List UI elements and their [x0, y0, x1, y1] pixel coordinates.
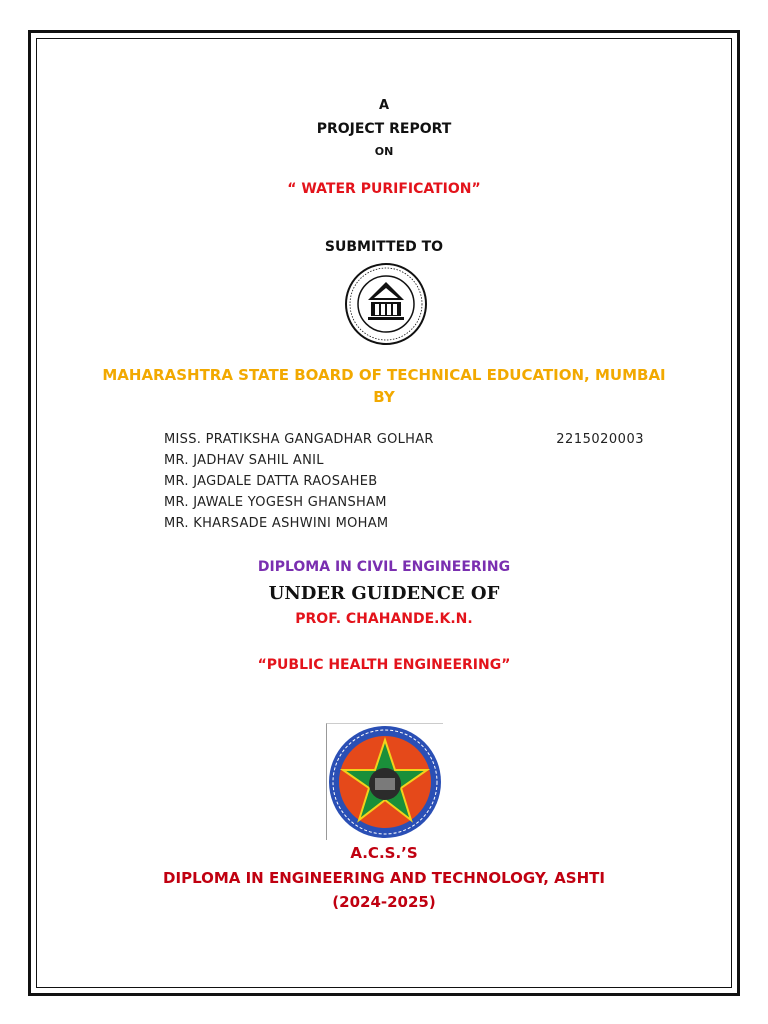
member-name: MR. JAWALE YOGESH GHANSHAM — [164, 495, 387, 510]
member-row — [164, 516, 644, 537]
member-row — [164, 495, 644, 516]
cover-line-project-report: PROJECT REPORT — [316, 121, 452, 137]
msbte-seal-logo — [344, 262, 428, 346]
member-id: 2215020003 — [556, 432, 644, 447]
guidance-label: UNDER GUIDENCE OF — [268, 583, 500, 604]
member-name: MR. JADHAV SAHIL ANIL — [164, 453, 324, 468]
subject-name: “PUBLIC HEALTH ENGINEERING” — [257, 657, 511, 673]
cover-line-a: A — [378, 98, 390, 113]
member-row — [164, 432, 644, 453]
member-row — [164, 453, 644, 474]
member-row — [164, 474, 644, 495]
member-list — [164, 432, 644, 537]
guide-name: PROF. CHAHANDE.K.N. — [295, 611, 473, 627]
institute-emblem-logo — [326, 723, 443, 840]
diploma-label: DIPLOMA IN CIVIL ENGINEERING — [257, 559, 511, 575]
cover-line-on: ON — [374, 145, 394, 158]
member-name: MR. KHARSADE ASHWINI MOHAM — [164, 516, 389, 531]
institute-short: A.C.S.’S — [350, 844, 418, 862]
board-name: MAHARASHTRA STATE BOARD OF TECHNICAL EDUCATION, MUMBAI — [102, 366, 666, 384]
institute-full: DIPLOMA IN ENGINEERING AND TECHNOLOGY, ASHTI — [163, 869, 605, 887]
academic-year: (2024-2025) — [332, 893, 436, 911]
member-name: MISS. PRATIKSHA GANGADHAR GOLHAR — [164, 432, 434, 447]
submitted-to-label: SUBMITTED TO — [324, 239, 444, 255]
by-label: BY — [373, 388, 395, 406]
project-title: “ WATER PURIFICATION” — [287, 181, 481, 197]
member-name: MR. JAGDALE DATTA RAOSAHEB — [164, 474, 378, 489]
